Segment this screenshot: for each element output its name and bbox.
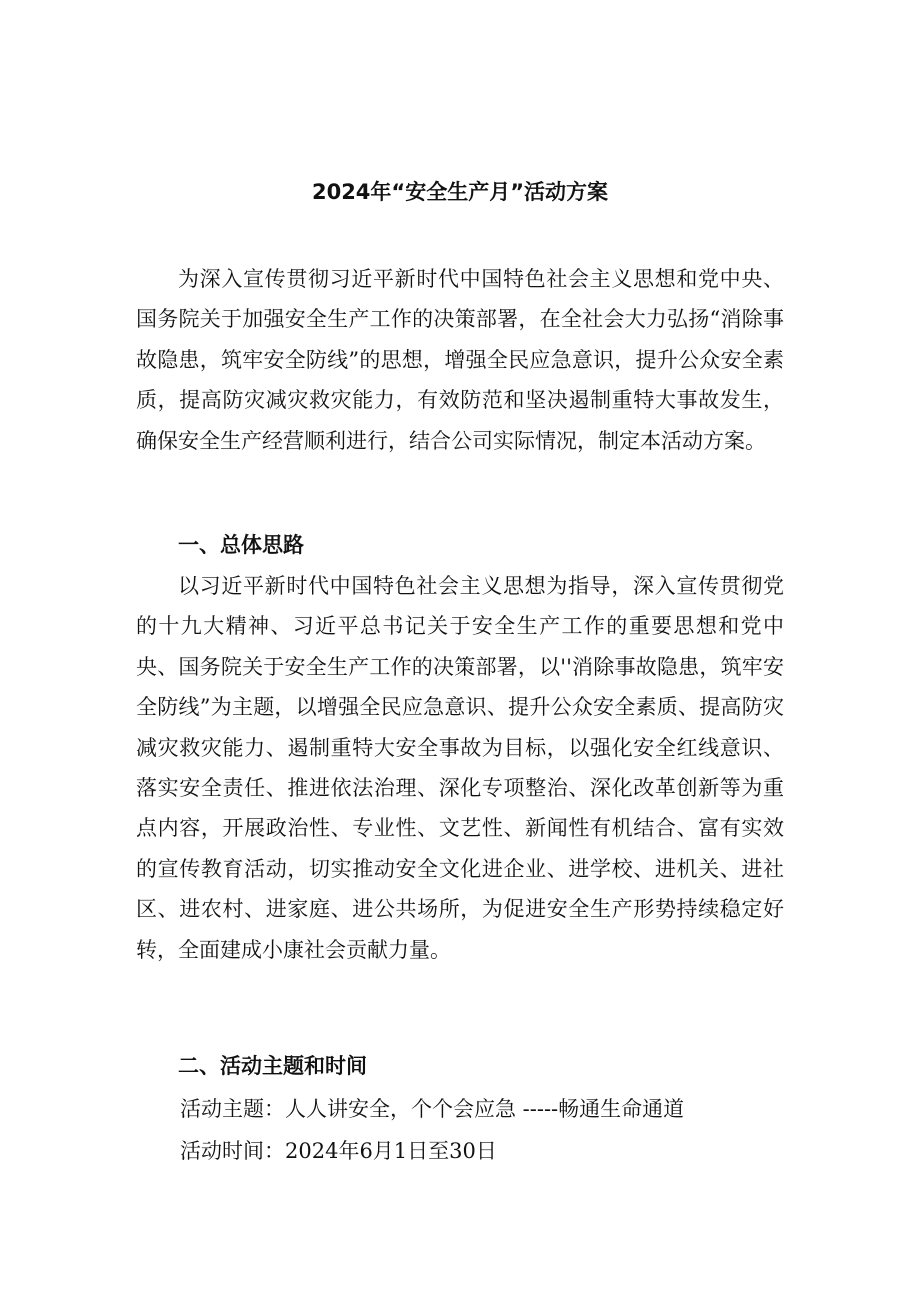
document-title: 2024年“安全生产月”活动方案 bbox=[311, 180, 609, 204]
section-1-body: 以习近平新时代中国特色社会主义思想为指导，深入宣传贯彻党的十九大精神、习近平总书记关于安全生产工作的重要思想和党中央、国务院关于安全生产工作的决策部署，以''消除事故隐患，筑牢安全防线”为主题，以增强全民应急意识、提升公众安全素质、提高防灾减灾救灾能力、遏制重特大安全事故为目标，以强化安全红线意识、落实安全责任、推进依法治理、深化专项整治、深化改革创新等为重点内容，开展政治性、专业性、文艺性、新闻性有机结合、富有实效的宣传教育活动，切实推动安全文化进企业、进学校、进机关、进社区、进农村、进家庭、进公共场所，为促进安全生产形势持续稳定好转，全面建成小康社会贡献力量。 bbox=[136, 574, 784, 962]
section-2-heading: 二、活动主题和时间 bbox=[178, 1054, 367, 1078]
activity-time-line: 活动时间：2024年6月1日至30日 bbox=[180, 1139, 497, 1163]
section-1-heading: 一、总体思路 bbox=[178, 533, 304, 557]
activity-theme-line: 活动主题：人人讲安全，个个会应急 -----畅通生命通道 bbox=[180, 1097, 685, 1121]
intro-paragraph: 为深入宣传贯彻习近平新时代中国特色社会主义思想和党中央、国务院关于加强安全生产工作的决策部署，在全社会大力弘扬“消除事故隐患，筑牢安全防线”的思想，增强全民应急意识，提升公众安全素质，提高防灾减灾救灾能力，有效防范和坚决遏制重特大事故发生，确保安全生产经营顺利进行，结合公司实际情况，制定本活动方案。 bbox=[136, 267, 784, 453]
